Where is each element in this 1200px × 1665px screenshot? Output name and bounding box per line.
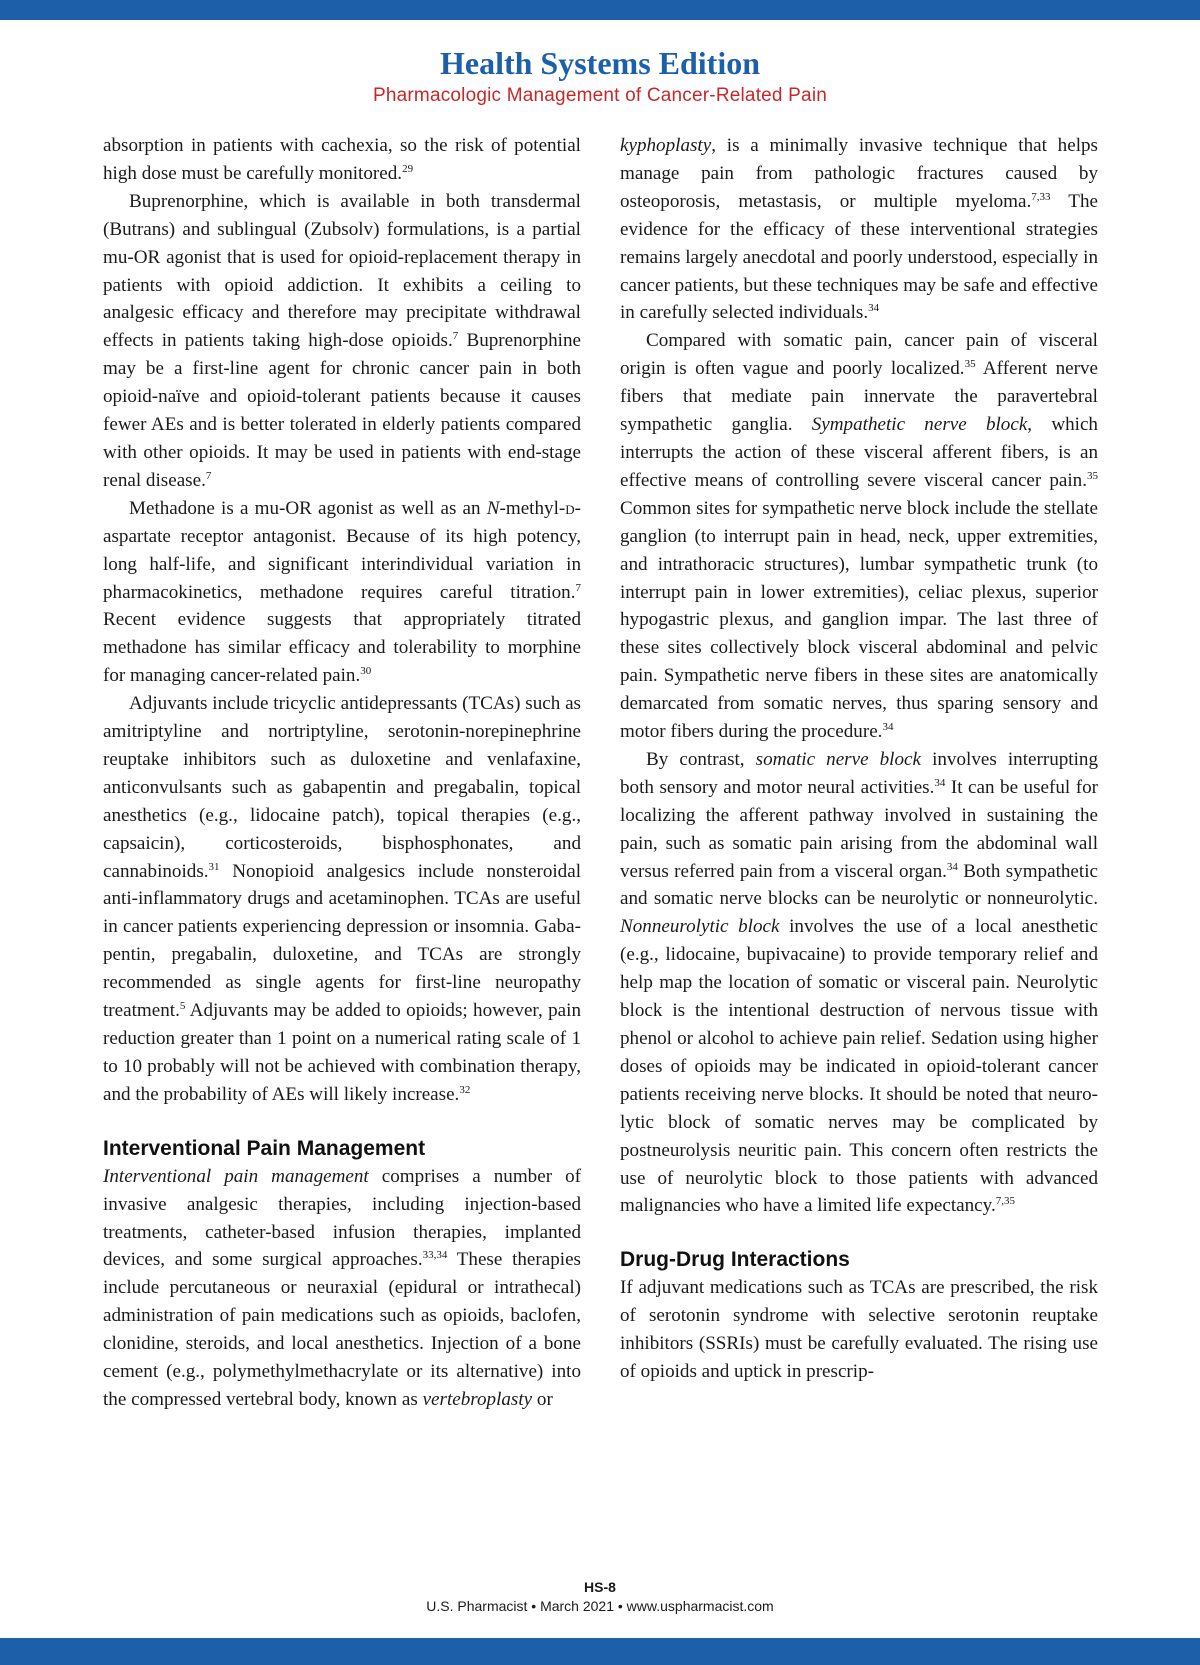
paragraph: Methadone is a mu-OR agonist as well as an N-methyl-d-aspartate receptor antagonist. Because of its high potency, long half-life, and significant interindividual variation in pharmacokinetics, methadone requires careful titration.$^7$ Recent evidence suggests that appropriately titrated methadone has similar efficacy and tolerability to morphine for managing cancer-related pain.$^{30}$ [103,497,581,687]
reference: 34 [946,860,958,873]
top-color-bar [0,0,1200,20]
paragraph: absorption in patients with cachexia, so the risk of potential high dose must be carefully monitored.$^{29}$ [103,135,581,184]
page-header [0,44,1200,108]
paragraph: By contrast, somatic nerve block involves interrupting both sensory and motor neural activities.$^{34}$ It can be useful for localizing the afferent pathway involved in sustaining the pain, such as somatic pain arising from the abdominal wall versus referred pain from a visceral organ.$^{34}$ Both sympathetic and somatic nerve blocks can be neurolytic or nonneurolytic. Nonneurolytic block involves the use of a local anesthetic (e.g., lidocaine, bupivacaine) to provide temporary relief and help map the location of somatic or visceral pain. Neurolytic block is the intentional destruction of nervous tissue with phenol or alcohol to achieve pain relief. Sedation using higher doses of opioids may be indicated in opioid-tolerant cancer patients receiving nerve blocks. It should be noted that neurolytic block of somatic nerves may be complicated by postneurolysis neuritic pain. This concern often restricts the use of neurolytic block to those patients with advanced malignancies who have a limited life expectancy.$^{7,35}$ [620,748,1098,1217]
paragraph: Adjuvants include tricyclic antidepressants (TCAs) such as amitriptyline and nortriptyline, serotonin-norepinephrine reuptake inhibitors such as duloxetine and venlafaxine, anticonvulsants such as gabapentin and pregabalin, topical anesthetics (e.g., lidocaine patch), topical therapies (e.g., capsaicin), corticosteroids, bisphosphonates, and cannabinoids.$^{31}$ Nonopioid analgesics include nonsteroidal anti-inflammatory drugs and acetaminophen. TCAs are useful in cancer patients experiencing depression or insomnia. Gabapentin, pregabalin, duloxetine, and TCAs are strongly recommended as single agents for first-line neuropathy treatment.$^5$ Adjuvants may be added to opioids; however, pain reduction greater than 1 point on a numerical rating scale of 1 to 10 probably will not be achieved with combination therapy, and the probability of AEs will likely increase.$^{32}$ [103,693,581,1105]
edition-title: Health Systems Edition [439,45,761,81]
reference: 31 [208,860,220,873]
right-column [620,132,1098,1386]
reference: 33,34 [422,1249,448,1262]
reference: 7 [575,581,581,594]
paragraph: kyphoplasty, is a minimally invasive technique that helps manage pain from pathologic fractures caused by osteoporosis, metastasis, or multiple myeloma.$^{7,33}$ The evidence for the efficacy of these interventional strategies remains largely anecdotal and poorly understood, especially in cancer patients, but these techniques may be safe and effective in carefully selected individuals.$^{34}$ [620,135,1098,324]
left-column [103,132,581,1414]
article-subtitle: Pharmacologic Management of Cancer-Related Pain [372,85,828,106]
reference: 35 [1087,469,1098,482]
reference: 7,35 [995,1195,1015,1208]
reference: 30 [360,665,372,678]
reference: 29 [402,162,414,175]
reference: 34 [934,776,946,789]
reference: 5 [179,1000,186,1013]
section-heading-drug-interactions: Drug-Drug Interactions [620,1248,850,1272]
paragraph: If adjuvant medications such as TCAs are prescribed, the risk of serotonin syndrome with selective serotonin reuptake inhibitors (SSRIs) must be carefully evaluated. The rising use of opioids and uptick in prescrip- [620,1277,1098,1383]
publication-line: U.S. Pharmacist • March 2021 • www.uspharmacist.com [426,1598,774,1614]
paragraph: Interventional pain management comprises a number of invasive analgesic therapies, including injection-based treatments, catheter-based infusion therapies, implanted devices, and some surgical approaches.$^{33,34}$ These therapies include percutaneous or neuraxial (epidural or intrathecal) administration of pain medications such as opioids, baclofen, clonidine, steroids, and local anesthetics. Injection of a bone cement (e.g., polymethylmethacrylate or its alternative) into the compressed vertebral body, known as vertebroplasty or [103,1165,581,1410]
page-number: HS-8 [584,1579,616,1595]
reference: 35 [964,358,976,371]
paragraph: Compared with somatic pain, cancer pain of visceral origin is often vague and poorly localized.$^{35}$ Afferent nerve fibers that mediate pain innervate the paravertebral sympathetic ganglia. Sympathetic nerve block, which interrupts the action of these visceral afferent fibers, is an effective means of controlling severe visceral cancer pain.$^{35}$ Common sites for sympathetic nerve block include the stellate ganglion (to interrupt pain in head, neck, upper extremities, and intrathoracic structures), lumbar sympathetic trunk (to interrupt pain in lower extremities), celiac plexus, superior hypogastric plexus, and ganglion impar. The last three of these sites collectively block visceral abdominal and pelvic pain. Sympathetic nerve fibers in these sites are anatomically demarcated from somatic nerves, thus sparing sensory and motor fibers during the procedure.$^{34}$ [620,330,1098,743]
page-footer [0,1578,1200,1616]
reference: 32 [459,1083,471,1096]
paragraph: Buprenorphine, which is available in both transdermal (Butrans) and sublingual (Zubsolv) formulations, is a partial mu-OR agonist that is used for opioid-replacement therapy in patients with opioid addiction. It exhibits a ceiling to analgesic efficacy and therefore may precipitate withdrawal effects in patients taking high-dose opioids.$^7$ Buprenorphine may be a first-line agent for chronic cancer pain in both opioid-naïve and opioid-tolerant patients because it causes fewer AEs and is better tolerated in elderly patients compared with other opioids. It may be used in patients with end-stage renal disease.$^7$ [103,190,581,491]
reference: 34 [868,302,880,315]
reference: 7 [452,330,459,343]
reference: 7 [205,469,212,482]
bottom-color-bar [0,1638,1200,1665]
section-heading-interventional: Interventional Pain Management [103,1136,426,1160]
reference: 34 [882,721,894,734]
reference: 7,33 [1031,190,1051,203]
